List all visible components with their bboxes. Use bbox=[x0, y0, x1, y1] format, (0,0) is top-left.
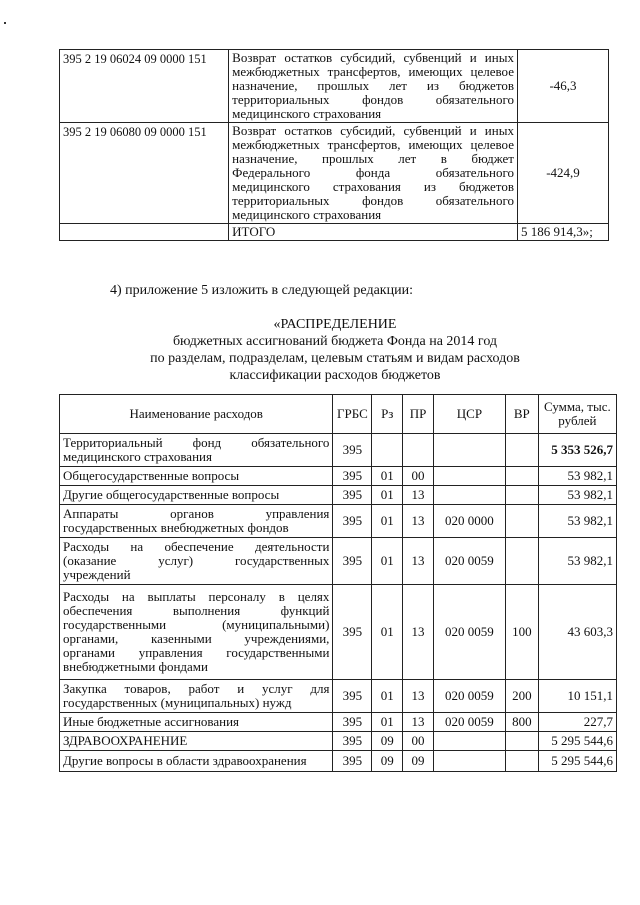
description-line: назначение, прошлых лет в бюджет bbox=[232, 151, 514, 166]
cell-rz: 01 bbox=[372, 486, 403, 505]
expense-name-line: ЗДРАВООХРАНЕНИЕ bbox=[63, 733, 188, 748]
expense-name-line: Другие общегосударственные вопросы bbox=[63, 487, 280, 502]
total-code-cell bbox=[60, 224, 229, 241]
cell-pr: 13 bbox=[403, 538, 434, 585]
cell-grbs: 395 bbox=[333, 732, 372, 751]
cell-rz: 01 bbox=[372, 680, 403, 713]
expense-name bbox=[60, 434, 333, 467]
cell-csr: 020 0059 bbox=[433, 713, 505, 732]
cell-csr bbox=[433, 751, 505, 772]
cell-csr bbox=[433, 434, 505, 467]
cell-sum: 43 603,3 bbox=[538, 585, 616, 680]
revenue-total-row bbox=[60, 224, 609, 241]
cell-csr bbox=[433, 486, 505, 505]
cell-rz: 09 bbox=[372, 751, 403, 772]
cell-grbs: 395 bbox=[333, 505, 372, 538]
allocation-table bbox=[59, 394, 617, 772]
cell-vr: 200 bbox=[505, 680, 538, 713]
expense-name-line: Иные бюджетные ассигнования bbox=[63, 714, 240, 729]
header-vr: ВР bbox=[505, 395, 538, 434]
expense-name bbox=[60, 486, 333, 505]
header-grbs: ГРБС bbox=[333, 395, 372, 434]
expense-name bbox=[60, 680, 333, 713]
description-line: медицинского страхования из бюджетов bbox=[232, 179, 514, 194]
revenue-code: 395 2 19 06024 09 0000 151 bbox=[60, 50, 229, 123]
expense-name-line: внебюджетными фондами bbox=[63, 659, 208, 674]
expense-name bbox=[60, 713, 333, 732]
total-label: ИТОГО bbox=[229, 224, 518, 241]
description-line: назначение, прошлых лет из бюджетов bbox=[232, 78, 514, 93]
allocation-row bbox=[60, 538, 617, 585]
revenue-description bbox=[229, 50, 518, 123]
revenue-sum: -46,3 bbox=[517, 50, 608, 123]
cell-grbs: 395 bbox=[333, 680, 372, 713]
allocation-row bbox=[60, 680, 617, 713]
cell-vr bbox=[505, 486, 538, 505]
header-rz: Рз bbox=[372, 395, 403, 434]
description-line: медицинского страхования bbox=[232, 207, 382, 222]
revenue-row bbox=[60, 123, 609, 224]
expense-name-line: государственных (муниципальных) нужд bbox=[63, 695, 292, 710]
expense-name-line: (оказание услуг) государственных bbox=[63, 553, 330, 568]
cell-vr bbox=[505, 434, 538, 467]
cell-csr: 020 0059 bbox=[433, 680, 505, 713]
expense-name bbox=[60, 505, 333, 538]
cell-csr: 020 0059 bbox=[433, 538, 505, 585]
cell-rz: 01 bbox=[372, 505, 403, 538]
cell-grbs: 395 bbox=[333, 434, 372, 467]
description-line: Возврат остатков субсидий, субвенций и иных bbox=[232, 123, 514, 138]
cell-sum: 53 982,1 bbox=[538, 505, 616, 538]
cell-grbs: 395 bbox=[333, 538, 372, 585]
description-line: территориальных фондов обязательного bbox=[232, 193, 514, 208]
cell-pr: 00 bbox=[403, 467, 434, 486]
expense-name-line: Другие вопросы в области здравоохранения bbox=[63, 753, 307, 768]
allocation-row bbox=[60, 732, 617, 751]
expense-name-line: учреждений bbox=[63, 567, 131, 582]
allocation-row bbox=[60, 467, 617, 486]
description-line: Возврат остатков субсидий, субвенций и иных bbox=[232, 50, 514, 65]
cell-pr: 13 bbox=[403, 505, 434, 538]
amendment-note: 4) приложение 5 изложить в следующей редакции: bbox=[110, 283, 413, 298]
cell-sum: 5 295 544,6 bbox=[538, 751, 616, 772]
expense-name bbox=[60, 732, 333, 751]
revenue-table bbox=[59, 49, 609, 241]
allocation-row bbox=[60, 713, 617, 732]
expense-name-line: Аппараты органов управления bbox=[63, 506, 330, 521]
expense-name-line: Закупка товаров, работ и услуг для bbox=[63, 681, 330, 696]
expense-name-line: государственными (муниципальными) bbox=[63, 617, 330, 632]
cell-vr: 100 bbox=[505, 585, 538, 680]
cell-rz: 01 bbox=[372, 538, 403, 585]
appendix-heading bbox=[60, 316, 610, 384]
description-line: территориальных фондов обязательного bbox=[232, 92, 514, 107]
cell-csr bbox=[433, 732, 505, 751]
cell-csr bbox=[433, 467, 505, 486]
cell-vr bbox=[505, 751, 538, 772]
cell-pr bbox=[403, 434, 434, 467]
allocation-row bbox=[60, 505, 617, 538]
expense-name-line: органами, казенными учреждениями, bbox=[63, 631, 330, 646]
revenue-sum: -424,9 bbox=[517, 123, 608, 224]
expense-name-line: медицинского страхования bbox=[63, 449, 212, 464]
header-pr: ПР bbox=[403, 395, 434, 434]
heading-line-1: «РАСПРЕДЕЛЕНИЕ bbox=[273, 317, 397, 332]
expense-name bbox=[60, 585, 333, 680]
expense-name-line: Расходы на обеспечение деятельности bbox=[63, 539, 330, 554]
scan-speck bbox=[4, 22, 6, 24]
expense-name-line: государственных внебюджетных фондов bbox=[63, 520, 289, 535]
cell-pr: 00 bbox=[403, 732, 434, 751]
description-line: межбюджетных трансфертов, имеющих целевое bbox=[232, 137, 514, 152]
cell-grbs: 395 bbox=[333, 713, 372, 732]
expense-name bbox=[60, 467, 333, 486]
cell-sum: 53 982,1 bbox=[538, 486, 616, 505]
allocation-header-row bbox=[60, 395, 617, 434]
cell-grbs: 395 bbox=[333, 585, 372, 680]
cell-rz: 09 bbox=[372, 732, 403, 751]
cell-rz: 01 bbox=[372, 467, 403, 486]
header-csr: ЦСР bbox=[433, 395, 505, 434]
cell-pr: 13 bbox=[403, 680, 434, 713]
cell-grbs: 395 bbox=[333, 751, 372, 772]
expense-name-line: обеспечения выполнения функций bbox=[63, 603, 330, 618]
expense-name-line: органами управления государственными bbox=[63, 645, 330, 660]
revenue-code: 395 2 19 06080 09 0000 151 bbox=[60, 123, 229, 224]
cell-vr: 800 bbox=[505, 713, 538, 732]
cell-vr bbox=[505, 538, 538, 585]
heading-line-3: по разделам, подразделам, целевым статьям и видам расходов bbox=[150, 351, 520, 366]
total-sum: 5 186 914,3»; bbox=[517, 224, 608, 241]
cell-vr bbox=[505, 505, 538, 538]
cell-pr: 13 bbox=[403, 486, 434, 505]
cell-vr bbox=[505, 732, 538, 751]
expense-name-line: Общегосударственные вопросы bbox=[63, 468, 240, 483]
expense-name-line: Расходы на выплаты персоналу в целях bbox=[63, 589, 330, 604]
description-line: медицинского страхования bbox=[232, 106, 382, 121]
cell-rz bbox=[372, 434, 403, 467]
cell-sum: 5 295 544,6 bbox=[538, 732, 616, 751]
allocation-row bbox=[60, 585, 617, 680]
cell-pr: 13 bbox=[403, 713, 434, 732]
cell-pr: 09 bbox=[403, 751, 434, 772]
cell-rz: 01 bbox=[372, 713, 403, 732]
cell-sum: 53 982,1 bbox=[538, 467, 616, 486]
description-line: межбюджетных трансфертов, имеющих целевое bbox=[232, 64, 514, 79]
allocation-row bbox=[60, 434, 617, 467]
allocation-row bbox=[60, 486, 617, 505]
description-line: Федерального фонда обязательного bbox=[232, 165, 514, 180]
revenue-description bbox=[229, 123, 518, 224]
header-name: Наименование расходов bbox=[60, 395, 333, 434]
allocation-row bbox=[60, 751, 617, 772]
expense-name bbox=[60, 751, 333, 772]
cell-sum: 227,7 bbox=[538, 713, 616, 732]
expense-name-line: Территориальный фонд обязательного bbox=[63, 435, 330, 450]
expense-name bbox=[60, 538, 333, 585]
cell-pr: 13 bbox=[403, 585, 434, 680]
cell-grbs: 395 bbox=[333, 467, 372, 486]
heading-line-2: бюджетных ассигнований бюджета Фонда на 2014 год bbox=[172, 334, 498, 349]
cell-sum: 53 982,1 bbox=[538, 538, 616, 585]
cell-csr: 020 0000 bbox=[433, 505, 505, 538]
cell-vr bbox=[505, 467, 538, 486]
revenue-row bbox=[60, 50, 609, 123]
cell-rz: 01 bbox=[372, 585, 403, 680]
cell-sum: 10 151,1 bbox=[538, 680, 616, 713]
header-sum: Сумма, тыс. рублей bbox=[538, 395, 616, 434]
cell-grbs: 395 bbox=[333, 486, 372, 505]
heading-line-4: классификации расходов бюджетов bbox=[229, 368, 441, 383]
cell-csr: 020 0059 bbox=[433, 585, 505, 680]
cell-sum: 5 353 526,7 bbox=[538, 434, 616, 467]
